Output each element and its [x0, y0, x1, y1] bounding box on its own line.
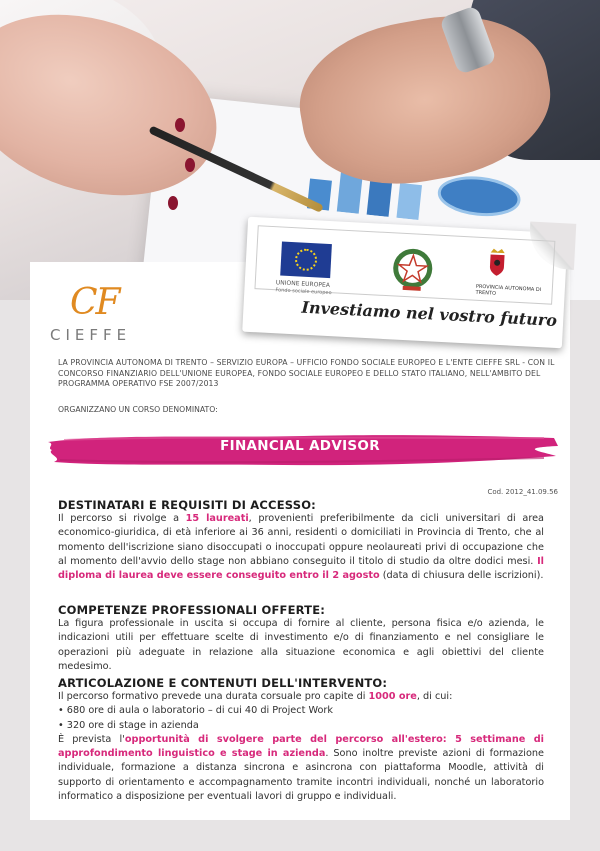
section-heading: ARTICOLAZIONE E CONTENUTI DELL'INTERVENTO: [58, 676, 388, 690]
flyer-card [30, 262, 570, 820]
nail [175, 118, 185, 132]
section-body: Il percorso formativo prevede una durata corsuale pro capite di 1000 ore, di cui: [58, 691, 453, 702]
bullet-item: • 320 ore di stage in azienda [58, 719, 199, 731]
section-heading: COMPETENZE PROFESSIONALI OFFERTE: [58, 603, 326, 617]
cf-mark: CF [70, 282, 119, 323]
nail [185, 158, 195, 172]
cieffe-logo [50, 282, 170, 352]
nail [168, 196, 178, 210]
logos-box [254, 225, 555, 305]
eu-sub-label: Fondo sociale europeo [275, 287, 332, 297]
intro-text: LA PROVINCIA AUTONOMA DI TRENTO – SERVIZIO EUROPA – UFFICIO FONDO SOCIALE EUROPEO E L'ENTE CIEFFE SRL - CON IL CONCORSO FINANZIARIO DELL'UNIONE EUROPEA, FONDO SOCIALE EUROPEO E DELLO STATO ITALIANO, NELL'AMBITO DEL PROGRAMMA OPERATIVO FSE 2007/2013 [58, 358, 555, 389]
course-title: FINANCIAL ADVISOR [220, 438, 380, 454]
eu-label: UNIONE EUROPEA [275, 279, 331, 290]
section-body: La figura professionale in uscita si occupa di fornire al cliente, persona fisica e/o azienda, le indicazioni utili per effettuare scelte di investimento e/o di finanziamento e nel consigliare le operazioni più adeguate in relazione alla situazione economica e agli obiettivi del cliente medesimo. [58, 618, 544, 672]
trento-label: PROVINCIA AUTONOMA DI TRENTO [475, 283, 542, 297]
trento-coat-of-arms-icon [486, 246, 508, 277]
organizzano-text: ORGANIZZANO UN CORSO DENOMINATO: [58, 405, 218, 414]
eu-flag-icon [280, 242, 332, 279]
section-articolazione [58, 676, 544, 804]
section-destinatari [58, 498, 544, 583]
section-body: È prevista l'opportunità di svolgere parte del percorso all'estero: 5 settimane di approfondimento linguistico e stage in azienda. Sono inoltre previste azioni di formazione individuale, formazione a distanza sincrona e asincrona con piattaforma Moodle, attività di supporto di orientamento e accompagnamento tramite incontri individuali, nonché un laboratorio informatico a disposizione per eventuali lavori di gruppo e individuali. [58, 733, 544, 803]
cieffe-wordmark: CIEFFE [50, 326, 132, 344]
section-body: Il percorso si rivolge a 15 laureati, provenienti preferibilmente da cicli universitari di area economico-giuridica, di età inferiore ai 36 anni, residenti o domiciliati in Provincia di Trento, che al momento dell'iscrizione siano disoccupati o inoccupati oppure neolaureati privi di occupazione che al momento dell'avvio dello stage non abbiano conseguito il titolo di studio da oltre dodici mesi. Il diploma di laurea deve essere conseguito entro il 2 agosto (data di chiusura delle iscrizioni). [58, 513, 544, 582]
course-code: Cod. 2012_41.09.56 [487, 488, 558, 496]
section-competenze [58, 603, 544, 674]
partner-logos-sticker [242, 217, 568, 349]
italy-emblem-icon [390, 245, 434, 295]
bullet-item: • 680 ore di aula o laboratorio – di cui 40 di Project Work [58, 705, 333, 717]
section-heading: DESTINATARI E REQUISITI DI ACCESSO: [58, 498, 316, 512]
slogan: Investiamo nel vostro futuro [301, 297, 558, 330]
